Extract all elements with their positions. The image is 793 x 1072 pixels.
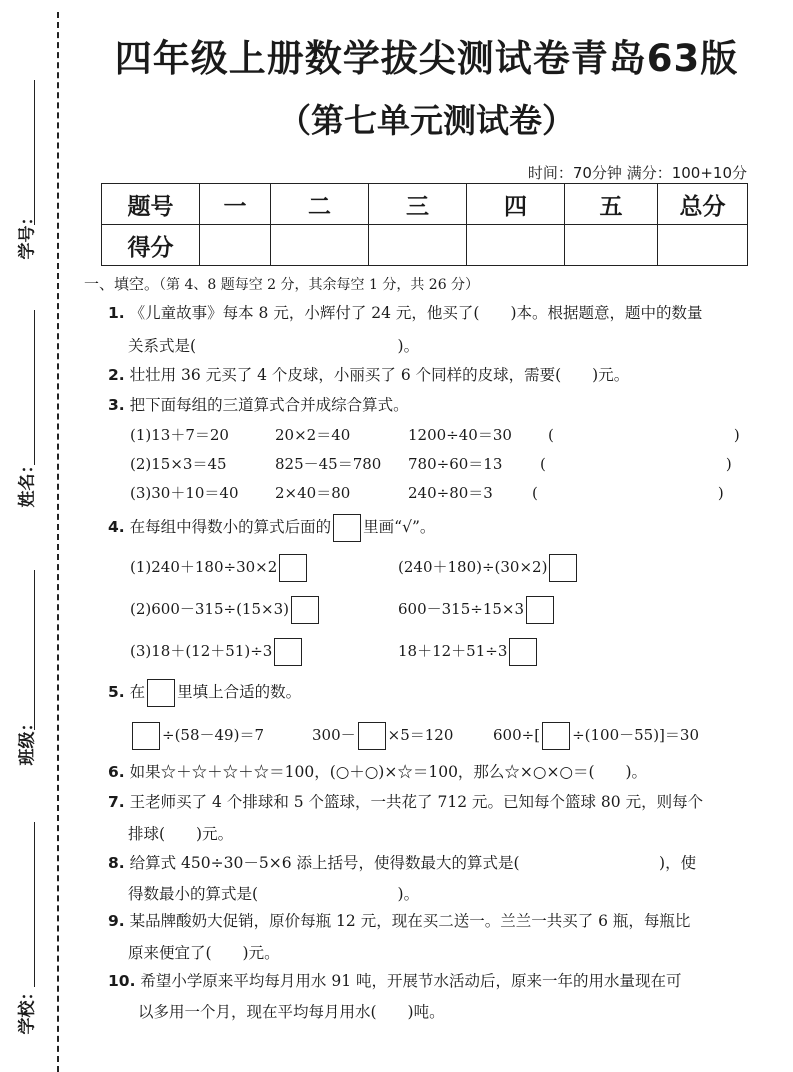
question-text-b: 里填上合适的数。 xyxy=(177,683,302,701)
q3-row1-a: (1)13＋7＝20 xyxy=(130,426,229,444)
header-cell-5: 五 xyxy=(565,184,658,225)
question-10-continued: 以多用一个月，现在平均每月用水( )吨。 xyxy=(138,1003,445,1021)
header-cell-2: 二 xyxy=(271,184,369,225)
q4-row2-right-expr: 600－315÷15×3 xyxy=(398,600,525,618)
question-number: 7. xyxy=(108,793,125,811)
score-cell-1[interactable] xyxy=(200,225,271,266)
q4-row3-right-box[interactable] xyxy=(509,638,537,666)
q5-expr-1-box[interactable] xyxy=(132,722,160,750)
q3-row3-b: 2×40＝80 xyxy=(275,484,351,502)
time-score-info: 时间：70分钟 满分：100+10分 xyxy=(527,164,747,182)
question-7 xyxy=(108,787,703,817)
q4-row1-right-expr: (240＋180)÷(30×2) xyxy=(398,558,548,576)
question-8-continued: 得数最小的算式是( )。 xyxy=(128,885,420,903)
student-name-field xyxy=(6,300,46,520)
q5-expr-2-text-b: ×5＝120 xyxy=(387,726,454,744)
example-box xyxy=(333,514,361,542)
question-text: 希望小学原来平均每月用水 91 吨，开展节水活动后，原来一年的用水量现在可 xyxy=(140,972,682,990)
score-cell-3[interactable] xyxy=(369,225,467,266)
q4-row2-right-box[interactable] xyxy=(526,596,554,624)
score-cell-4[interactable] xyxy=(467,225,565,266)
question-text: 某品牌酸奶大促销，原价每瓶 12 元，现在买二送一。兰兰一共买了 6 瓶，每瓶比 xyxy=(129,912,691,930)
section-heading xyxy=(84,273,479,294)
score-cell-2[interactable] xyxy=(271,225,369,266)
student-id-field xyxy=(6,70,46,270)
question-9-continued: 原来便宜了( )元。 xyxy=(128,944,280,962)
q5-expr-3-text-a: 600÷[ xyxy=(493,726,541,744)
school-underline xyxy=(34,822,35,987)
q4-row3-right xyxy=(398,638,539,666)
q4-row1-right-box[interactable] xyxy=(549,554,577,582)
section-title: 一、填空。 xyxy=(84,275,160,293)
q5-expr-1-text: ÷(58－49)＝7 xyxy=(162,726,264,744)
question-text: 《儿童故事》每本 8 元，小辉付了 24 元，他买了( )本。根据题意，题中的数量 xyxy=(129,304,703,322)
question-number: 9. xyxy=(108,912,125,930)
question-number: 10. xyxy=(108,972,136,990)
q3-row2-a: (2)15×3＝45 xyxy=(130,455,227,473)
q4-row2-left-box[interactable] xyxy=(291,596,319,624)
q5-expr-2 xyxy=(312,722,453,750)
q4-row1-left xyxy=(130,554,309,582)
q3-row1-c: 1200÷40＝30 xyxy=(408,426,512,444)
q5-expr-1 xyxy=(130,722,264,750)
header-cell-1: 一 xyxy=(200,184,271,225)
header-cell-4: 四 xyxy=(467,184,565,225)
binding-dashed-line xyxy=(57,12,59,1072)
q5-expr-2-box[interactable] xyxy=(358,722,386,750)
question-9 xyxy=(108,906,690,936)
q4-row1-right xyxy=(398,554,579,582)
q4-row1-left-expr: (1)240＋180÷30×2 xyxy=(130,558,278,576)
q4-row2-right xyxy=(398,596,556,624)
page-title: 四年级上册数学拔尖测试卷青岛63版 xyxy=(114,37,739,80)
q3-row3-answer[interactable]: ( ) xyxy=(532,484,724,502)
question-number: 4. xyxy=(108,518,125,536)
score-table-score-row xyxy=(102,225,748,266)
class-field xyxy=(6,560,46,780)
score-cell-total[interactable] xyxy=(658,225,748,266)
q5-expr-3-text-b: ÷(100－55)]＝30 xyxy=(572,726,699,744)
question-7-continued: 排球( )元。 xyxy=(128,825,234,843)
q5-expr-3-box[interactable] xyxy=(542,722,570,750)
q5-expr-2-text-a: 300－ xyxy=(312,726,356,744)
question-text: 如果☆＋☆＋☆＋☆＝100，(○＋○)×☆＝100，那么☆×○×○＝( )。 xyxy=(129,763,648,781)
q4-row1-left-box[interactable] xyxy=(279,554,307,582)
score-table xyxy=(101,183,748,266)
student-name-underline xyxy=(34,310,35,465)
question-2 xyxy=(108,360,629,390)
question-number: 5. xyxy=(108,683,125,701)
question-1-continued: 关系式是( )。 xyxy=(128,337,420,355)
question-number: 1. xyxy=(108,304,125,322)
question-number: 6. xyxy=(108,763,125,781)
class-label: 班级： xyxy=(17,714,38,766)
question-4 xyxy=(108,512,435,542)
page-subtitle: （第七单元测试卷） xyxy=(278,101,575,140)
example-box xyxy=(147,679,175,707)
q3-row3-c: 240÷80＝3 xyxy=(408,484,493,502)
question-10 xyxy=(108,966,682,996)
q3-row1-b: 20×2＝40 xyxy=(275,426,351,444)
score-row-label: 得分 xyxy=(102,225,200,266)
student-id-underline xyxy=(34,80,35,225)
school-label: 学校： xyxy=(17,983,38,1035)
question-number: 2. xyxy=(108,366,125,384)
q4-row3-right-expr: 18＋12＋51÷3 xyxy=(398,642,508,660)
question-number: 3. xyxy=(108,396,125,414)
question-text-b: 里画“√”。 xyxy=(363,518,436,536)
q3-row2-answer[interactable]: ( ) xyxy=(540,455,732,473)
q3-row1-answer[interactable]: ( ) xyxy=(548,426,740,444)
question-number: 8. xyxy=(108,854,125,872)
question-6 xyxy=(108,757,647,787)
question-1 xyxy=(108,298,703,328)
q4-row2-left-expr: (2)600－315÷(15×3) xyxy=(130,600,289,618)
q3-row3-a: (3)30＋10＝40 xyxy=(130,484,239,502)
student-id-label: 学号： xyxy=(17,208,38,260)
question-text: 王老师买了 4 个排球和 5 个篮球，一共花了 712 元。已知每个篮球 80 元，则每个 xyxy=(129,793,704,811)
question-text-a: 在每组中得数小的算式后面的 xyxy=(129,518,332,536)
question-8 xyxy=(108,848,696,878)
q4-row2-left xyxy=(130,596,321,624)
question-3 xyxy=(108,390,409,420)
student-name-label: 姓名： xyxy=(17,456,38,508)
q4-row3-left xyxy=(130,638,304,666)
question-5 xyxy=(108,677,301,707)
class-underline xyxy=(34,570,35,730)
section-note: （第 4、8 题每空 2 分，其余每空 1 分，共 26 分） xyxy=(159,277,480,293)
q3-row2-b: 825－45＝780 xyxy=(275,455,382,473)
score-table-header-row xyxy=(102,184,748,225)
question-text: 给算式 450÷30－5×6 添上括号，使得数最大的算式是( )，使 xyxy=(129,854,697,872)
q4-row3-left-expr: (3)18＋(12＋51)÷3 xyxy=(130,642,273,660)
question-text-a: 在 xyxy=(129,683,146,701)
question-text: 把下面每组的三道算式合并成综合算式。 xyxy=(129,396,409,414)
q3-row2-c: 780÷60＝13 xyxy=(408,455,503,473)
score-cell-5[interactable] xyxy=(565,225,658,266)
q4-row3-left-box[interactable] xyxy=(274,638,302,666)
header-cell-3: 三 xyxy=(369,184,467,225)
q5-expr-3 xyxy=(493,722,699,750)
school-field xyxy=(6,812,46,1052)
header-cell-question-no: 题号 xyxy=(102,184,200,225)
header-cell-total: 总分 xyxy=(658,184,748,225)
question-text: 壮壮用 36 元买了 4 个皮球，小丽买了 6 个同样的皮球，需要( )元。 xyxy=(129,366,630,384)
